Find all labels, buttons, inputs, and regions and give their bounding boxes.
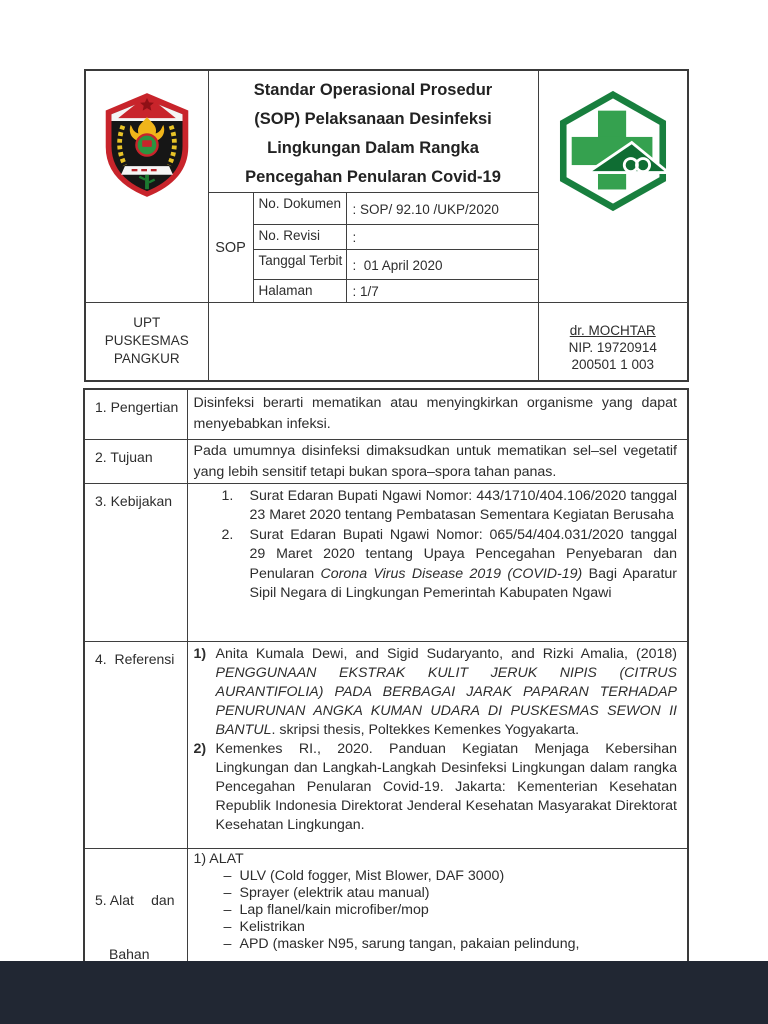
- tool-item-4: [224, 919, 678, 936]
- section-label-referensi: 4. Referensi: [84, 641, 187, 848]
- alat-heading-marker: 1): [193, 850, 207, 867]
- dash-bullet: –: [223, 918, 232, 935]
- kebijakan-marker-2: 2.: [221, 526, 234, 543]
- ngawi-crest-icon: [99, 90, 195, 200]
- section-label-tujuan: 2. Tujuan: [84, 439, 187, 483]
- puskesmas-logo-cell: [538, 70, 688, 303]
- kebijakan-item-1: [222, 487, 678, 526]
- referensi-text-1-italic: PENGGUNAAN EKSTRAK KULIT JERUK NIPIS (CITRUS AURANTIFOLIA) PADA BERBAGAI JARAK PAPARAN TERHADAP PENURUNAN ANGKA KUMAN UDARA DI PUSKESMAS SEWON II BANTUL: [215, 664, 677, 738]
- referensi-marker-2: 2): [193, 740, 207, 757]
- row-referensi: [84, 641, 688, 848]
- meta-value-tanggal-terbit: : 01 April 2020: [346, 250, 538, 280]
- title-line-1: Standar Operasional Prosedur: [253, 81, 493, 99]
- tool-item-5: [224, 936, 678, 953]
- alat-heading: [194, 851, 678, 868]
- title-line-3: Lingkungan Dalam Rangka: [267, 139, 479, 157]
- section-text-kebijakan: [187, 483, 688, 641]
- tool-item-1: [224, 868, 678, 885]
- dash-bullet: –: [223, 867, 232, 884]
- signer-block: [538, 303, 688, 381]
- kebijakan-text-2-italic: Corona Virus Disease 2019 (COVID-19): [320, 565, 583, 582]
- section-label-kebijakan: 3. Kebijakan: [84, 483, 187, 641]
- signer-name: dr. MOCHTAR: [569, 322, 656, 338]
- signature-space-cell: [208, 303, 538, 381]
- viewer-letterbox: [0, 961, 768, 1024]
- organization-name: [85, 303, 208, 381]
- dash-bullet: –: [223, 935, 232, 952]
- alat-label-part1: 5. Alat: [95, 891, 134, 908]
- referensi-item-1: [194, 645, 678, 740]
- sop-content-table: [83, 388, 689, 1002]
- signer-nip-line2: 200501 1 003: [571, 356, 655, 372]
- row-kebijakan: [84, 483, 688, 641]
- document-title: [208, 70, 538, 193]
- kebijakan-text-2-post: Bagi Aparatur Sipil Negara di Lingkungan Pemerintah Kabupaten Ngawi: [249, 565, 677, 601]
- meta-value-no-revisi: :: [346, 225, 538, 250]
- pengertian-text: Disinfeksi berarti mematikan atau menyingkirkan organisme yang dapat menyebabkan infeksi.: [193, 395, 677, 432]
- kebijakan-text-1: Surat Edaran Bupati Ngawi Nomor: 443/1710/404.106/2020 tanggal 23 Maret 2020 tentang Pembatasan Sementara Kegiatan Berusaha: [249, 487, 677, 523]
- tujuan-text: Pada umumnya disinfeksi dimaksudkan untuk mematikan sel–sel vegetatif yang lebih sensitif tetapi bukan spora–spora tahan panas.: [193, 442, 677, 480]
- referensi-item-2: [194, 740, 678, 835]
- meta-label-no-revisi: No. Revisi: [253, 225, 346, 250]
- section-text-tujuan: [187, 439, 688, 483]
- kebijakan-marker-1: 1.: [221, 487, 234, 504]
- meta-label-no-dokumen: No. Dokumen: [253, 193, 346, 225]
- puskesmas-logo-icon: [552, 90, 674, 212]
- tool-item-2: [224, 885, 678, 902]
- referensi-text-2: Kemenkes RI., 2020. Panduan Kegiatan Menjaga Kebersihan Lingkungan dan Langkah-Langkah Desinfeksi Lingkungan dalam rangka Pencegahan Penularan Covid-19. Jakarta: Kementerian Kesehatan Republik Indonesia Direktorat Jenderal Kesehatan Masyarakat Direktorat Kesehatan Lingkungan.: [215, 740, 677, 833]
- section-text-pengertian: [187, 389, 688, 439]
- meta-value-no-dokumen: : SOP/ 92.10 /UKP/2020: [346, 193, 538, 225]
- tool-text-4: Kelistrikan: [239, 918, 305, 935]
- doc-type-cell: SOP: [208, 193, 253, 303]
- kebijakan-text-2-pre: Surat Edaran Bupati Ngawi Nomor: 065/54/404.031/2020 tanggal 29 Maret 2020 tentang Upaya Pencegahan Penyebaran dan Penularan: [249, 526, 677, 582]
- tool-item-3: [224, 902, 678, 919]
- referensi-text-1-pre: Anita Kumala Dewi, and Sigid Sudaryanto, and Rizki Amalia, (2018): [215, 645, 677, 662]
- row-tujuan: [84, 439, 688, 483]
- sop-header-table: [84, 69, 689, 382]
- section-text-referensi: [187, 641, 688, 848]
- tool-text-3: Lap flanel/kain microfiber/mop: [239, 901, 429, 918]
- org-line-3: PANGKUR: [113, 351, 180, 367]
- regency-crest-cell: [85, 70, 208, 303]
- meta-label-halaman: Halaman: [253, 280, 346, 303]
- signer-nip-line1: NIP. 19720914: [568, 339, 657, 355]
- kebijakan-item-2: [222, 526, 678, 604]
- referensi-text-1-post: . skripsi thesis, Poltekkes Kemenkes Yogyakarta.: [271, 721, 580, 738]
- dash-bullet: –: [223, 884, 232, 901]
- alat-label-line2: Bahan: [109, 945, 150, 962]
- dash-bullet: –: [223, 901, 232, 918]
- title-line-2: (SOP) Pelaksanaan Desinfeksi: [254, 110, 492, 128]
- title-line-4: Pencegahan Penularan Covid-19: [245, 168, 501, 186]
- org-line-1: UPT: [133, 315, 161, 331]
- tool-text-5: APD (masker N95, sarung tangan, pakaian pelindung,: [239, 935, 580, 952]
- tool-text-1: ULV (Cold fogger, Mist Blower, DAF 3000): [239, 867, 505, 884]
- tool-text-2: Sprayer (elektrik atau manual): [239, 884, 430, 901]
- alat-heading-text: ALAT: [209, 850, 244, 867]
- meta-label-tanggal-terbit: Tanggal Terbit: [253, 250, 346, 280]
- org-line-2: PUSKESMAS: [104, 333, 189, 349]
- alat-label-part2: dan: [151, 891, 175, 908]
- referensi-marker-1: 1): [193, 645, 207, 662]
- row-pengertian: [84, 389, 688, 439]
- section-label-pengertian: 1. Pengertian: [84, 389, 187, 439]
- meta-value-halaman: : 1/7: [346, 280, 538, 303]
